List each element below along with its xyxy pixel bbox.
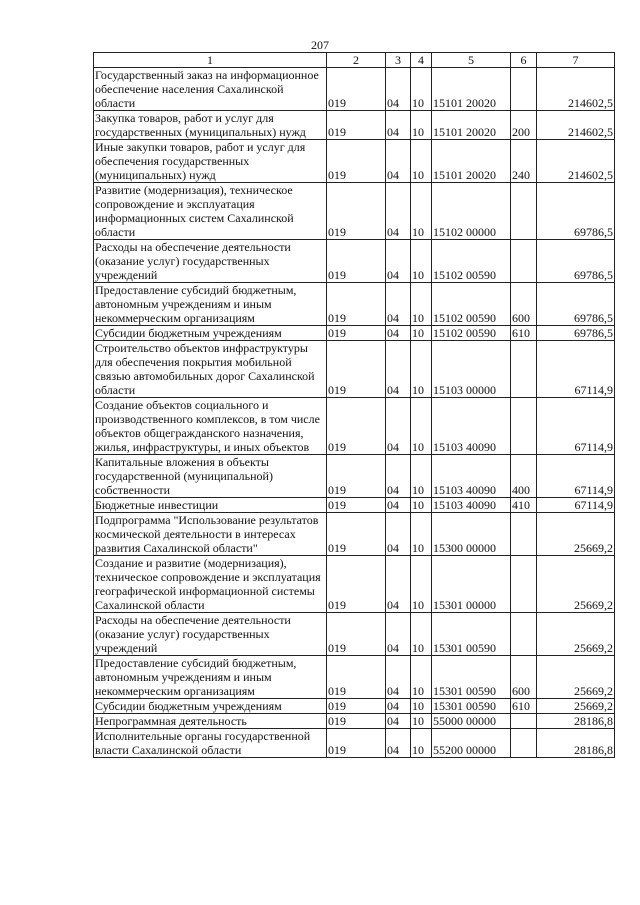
amount: 69786,5 [537,326,615,341]
subsection-code: 10 [411,455,432,498]
target-article-code: 15103 40090 [432,498,511,513]
column-header: 2 [327,53,386,68]
table-row [94,341,615,398]
expense-type-code [511,556,537,613]
subsection-code: 10 [411,498,432,513]
admin-code: 019 [327,68,386,111]
section-code: 04 [386,283,411,326]
target-article-code: 15101 20020 [432,68,511,111]
amount: 214602,5 [537,68,615,111]
subsection-code: 10 [411,714,432,729]
target-article-code: 15101 20020 [432,111,511,140]
subsection-code: 10 [411,283,432,326]
admin-code: 019 [327,513,386,556]
table-row [94,714,615,729]
item-name: Предоставление субсидий бюджетным, автономным учреждениям и иным некоммерческим организациям [94,283,327,326]
admin-code: 019 [327,656,386,699]
section-code: 04 [386,111,411,140]
table-row [94,183,615,240]
column-header: 6 [511,53,537,68]
item-name: Расходы на обеспечение деятельности (оказание услуг) государственных учреждений [94,613,327,656]
amount: 25669,2 [537,613,615,656]
table-row [94,513,615,556]
item-name: Строительство объектов инфраструктуры для обеспечения покрытия мобильной связью автомобильных дорог Сахалинской области [94,341,327,398]
admin-code: 019 [327,556,386,613]
amount: 25669,2 [537,513,615,556]
amount: 67114,9 [537,341,615,398]
table-row [94,699,615,714]
item-name: Создание объектов социального и производственного комплексов, в том числе объектов общегражданского назначения, жилья, инфраструктуры, и иных объектов [94,398,327,455]
page-number: 207 [311,38,329,52]
expense-type-code: 410 [511,498,537,513]
amount: 28186,8 [537,729,615,758]
section-code: 04 [386,68,411,111]
item-name: Исполнительные органы государственной власти Сахалинской области [94,729,327,758]
expense-type-code: 200 [511,111,537,140]
item-name: Расходы на обеспечение деятельности (оказание услуг) государственных учреждений [94,240,327,283]
admin-code: 019 [327,111,386,140]
subsection-code: 10 [411,341,432,398]
admin-code: 019 [327,283,386,326]
amount: 69786,5 [537,240,615,283]
table-row [94,498,615,513]
target-article-code: 15102 00000 [432,183,511,240]
expense-type-code: 600 [511,656,537,699]
table-row [94,111,615,140]
item-name: Подпрограмма "Использование результатов космической деятельности в интересах развития Сахалинской области" [94,513,327,556]
target-article-code: 15103 40090 [432,398,511,455]
item-name: Бюджетные инвестиции [94,498,327,513]
target-article-code: 15101 20020 [432,140,511,183]
admin-code: 019 [327,613,386,656]
admin-code: 019 [327,326,386,341]
section-code: 04 [386,699,411,714]
table-row [94,283,615,326]
section-code: 04 [386,183,411,240]
amount: 69786,5 [537,183,615,240]
table-row [94,140,615,183]
expense-type-code [511,613,537,656]
section-code: 04 [386,714,411,729]
item-name: Субсидии бюджетным учреждениям [94,326,327,341]
table-row [94,68,615,111]
section-code: 04 [386,140,411,183]
table-row [94,729,615,758]
target-article-code: 15102 00590 [432,283,511,326]
section-code: 04 [386,240,411,283]
expense-type-code [511,183,537,240]
item-name: Предоставление субсидий бюджетным, автономным учреждениям и иным некоммерческим организациям [94,656,327,699]
admin-code: 019 [327,341,386,398]
table-body [94,68,615,758]
amount: 69786,5 [537,283,615,326]
subsection-code: 10 [411,613,432,656]
admin-code: 019 [327,455,386,498]
target-article-code: 55000 00000 [432,714,511,729]
table-row [94,240,615,283]
amount: 214602,5 [537,111,615,140]
subsection-code: 10 [411,513,432,556]
budget-table [93,52,615,758]
subsection-code: 10 [411,240,432,283]
expense-type-code: 400 [511,455,537,498]
section-code: 04 [386,613,411,656]
expense-type-code [511,240,537,283]
section-code: 04 [386,556,411,613]
item-name: Государственный заказ на информационное обеспечение населения Сахалинской области [94,68,327,111]
admin-code: 019 [327,140,386,183]
subsection-code: 10 [411,140,432,183]
target-article-code: 15102 00590 [432,326,511,341]
expense-type-code: 610 [511,326,537,341]
admin-code: 019 [327,729,386,758]
item-name: Создание и развитие (модернизация), техническое сопровождение и эксплуатация географической информационной системы Сахалинской области [94,556,327,613]
column-header: 4 [411,53,432,68]
item-name: Закупка товаров, работ и услуг для государственных (муниципальных) нужд [94,111,327,140]
item-name: Развитие (модернизация), техническое сопровождение и эксплуатация информационных систем Сахалинской области [94,183,327,240]
amount: 67114,9 [537,455,615,498]
subsection-code: 10 [411,326,432,341]
expense-type-code [511,714,537,729]
section-code: 04 [386,729,411,758]
subsection-code: 10 [411,656,432,699]
target-article-code: 15301 00590 [432,699,511,714]
admin-code: 019 [327,398,386,455]
expense-type-code [511,341,537,398]
item-name: Субсидии бюджетным учреждениям [94,699,327,714]
amount: 25669,2 [537,699,615,714]
expense-type-code: 240 [511,140,537,183]
target-article-code: 15103 40090 [432,455,511,498]
subsection-code: 10 [411,68,432,111]
subsection-code: 10 [411,729,432,758]
amount: 25669,2 [537,656,615,699]
section-code: 04 [386,656,411,699]
target-article-code: 15103 00000 [432,341,511,398]
target-article-code: 15301 00590 [432,613,511,656]
amount: 67114,9 [537,398,615,455]
section-code: 04 [386,513,411,556]
expense-type-code [511,398,537,455]
subsection-code: 10 [411,398,432,455]
section-code: 04 [386,341,411,398]
section-code: 04 [386,498,411,513]
admin-code: 019 [327,240,386,283]
admin-code: 019 [327,183,386,240]
table-row [94,613,615,656]
subsection-code: 10 [411,183,432,240]
target-article-code: 15102 00590 [432,240,511,283]
column-header: 5 [432,53,511,68]
column-header: 1 [94,53,327,68]
table-row [94,455,615,498]
table-row [94,556,615,613]
expense-type-code [511,68,537,111]
expense-type-code: 600 [511,283,537,326]
amount: 28186,8 [537,714,615,729]
expense-type-code [511,513,537,556]
subsection-code: 10 [411,111,432,140]
amount: 214602,5 [537,140,615,183]
admin-code: 019 [327,714,386,729]
subsection-code: 10 [411,556,432,613]
amount: 67114,9 [537,498,615,513]
section-code: 04 [386,326,411,341]
section-code: 04 [386,398,411,455]
table-row [94,398,615,455]
item-name: Непрограммная деятельность [94,714,327,729]
subsection-code: 10 [411,699,432,714]
item-name: Иные закупки товаров, работ и услуг для обеспечения государственных (муниципальных) нужд [94,140,327,183]
admin-code: 019 [327,498,386,513]
target-article-code: 55200 00000 [432,729,511,758]
expense-type-code: 610 [511,699,537,714]
target-article-code: 15301 00590 [432,656,511,699]
column-header: 3 [386,53,411,68]
item-name: Капитальные вложения в объекты государственной (муниципальной) собственности [94,455,327,498]
table-row [94,656,615,699]
column-header: 7 [537,53,615,68]
admin-code: 019 [327,699,386,714]
section-code: 04 [386,455,411,498]
amount: 25669,2 [537,556,615,613]
expense-type-code [511,729,537,758]
table-row [94,326,615,341]
target-article-code: 15300 00000 [432,513,511,556]
table-header-row [94,53,615,68]
target-article-code: 15301 00000 [432,556,511,613]
